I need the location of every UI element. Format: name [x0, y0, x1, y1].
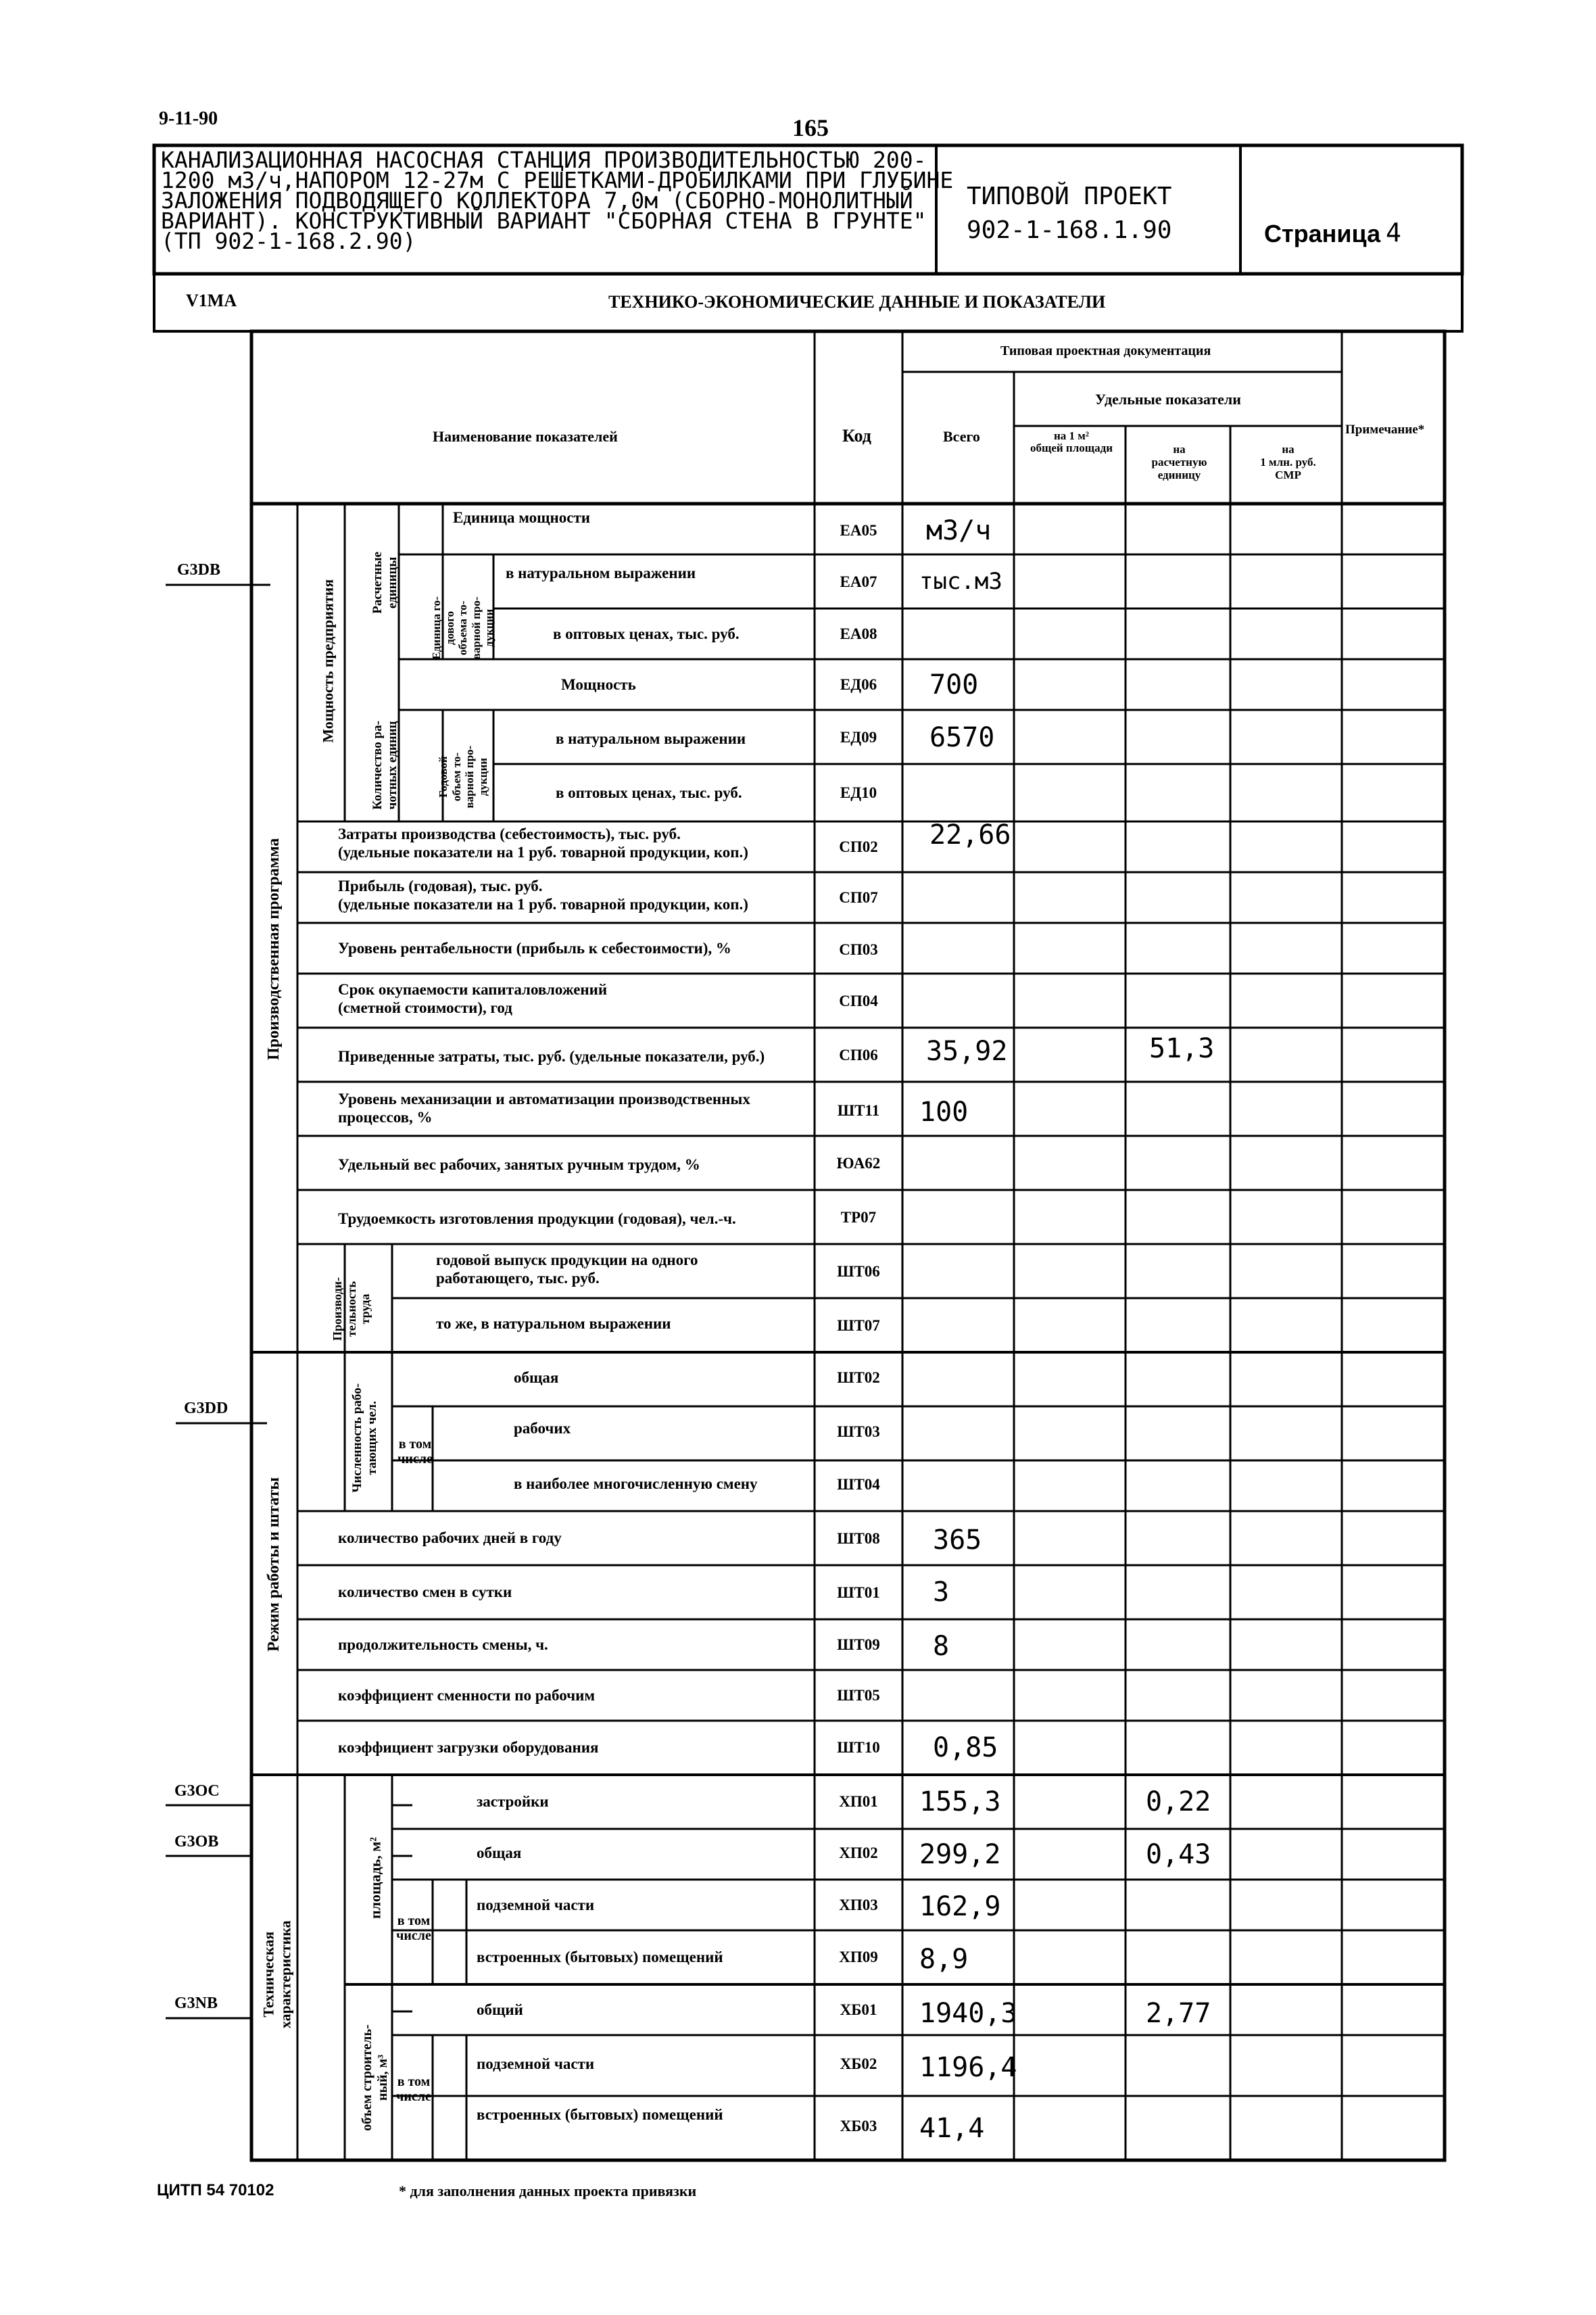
- row-label: Мощность: [561, 676, 636, 693]
- row-label: Приведенные затраты, тыс. руб. (удельные показатели, руб.): [338, 1048, 765, 1065]
- row-label: в оптовых ценах, тыс. руб.: [553, 625, 740, 642]
- row-label: Удельный вес рабочих, занятых ручным трудом, %: [338, 1156, 700, 1173]
- footer-stamp: ЦИТП 54 70102: [157, 2181, 274, 2199]
- group-g3nb: G3NB: [174, 1995, 218, 2012]
- head-per-unit-line: единицу: [1157, 469, 1201, 481]
- row-code: ШТ07: [837, 1317, 880, 1334]
- row-label: встроенных (бытовых) помещений: [477, 2106, 723, 2123]
- vlabel-enterprise-capacity: Мощность предприятия: [319, 579, 337, 743]
- head-per-m2-line: на 1 м²: [1054, 429, 1089, 442]
- row-code: ЕД09: [840, 729, 877, 746]
- row-label: рабочих: [514, 1420, 571, 1437]
- page-label: Страница: [1264, 220, 1381, 247]
- row-label: количество рабочих дней в году: [338, 1529, 562, 1546]
- row-code: ХП02: [839, 1844, 878, 1861]
- row-code: ХП03: [839, 1896, 878, 1913]
- row-label: общая: [514, 1369, 559, 1386]
- head-per-unit-line: расчетную: [1151, 456, 1207, 469]
- value-total: 365: [933, 1525, 982, 1556]
- row-code: СП04: [839, 993, 878, 1009]
- vlabel-volume: объем строитель- ный, м³: [360, 2024, 390, 2131]
- head-per-unit: [1130, 443, 1228, 481]
- value-per-m2: 0,43: [1146, 1839, 1211, 1870]
- head-per-mln: [1236, 443, 1340, 481]
- row-label: Трудоемкость изготовления продукции (годовая), чел.-ч.: [338, 1210, 736, 1227]
- row-code: СП07: [839, 889, 878, 906]
- row-code: ШТ08: [837, 1530, 880, 1547]
- value-total: 700: [929, 669, 979, 700]
- row-code: ХБ03: [840, 2118, 877, 2134]
- row-code: ШТ02: [837, 1369, 880, 1386]
- row-code: ШТ05: [837, 1687, 880, 1704]
- value-total: 8: [933, 1631, 950, 1662]
- row-label: Прибыль (годовая), тыс. руб.: [338, 878, 543, 894]
- vlabel-calc-units: Расчетные единицы: [370, 551, 400, 614]
- value-total: 162,9: [919, 1891, 1001, 1922]
- row-code: ЕА07: [840, 573, 877, 590]
- head-per-m2-line: общей площади: [1030, 441, 1113, 454]
- in-that-number-1: в том числе: [397, 1437, 433, 1466]
- in-that-number-2: в том числе: [396, 1913, 431, 1943]
- row-label-block: [436, 1251, 698, 1287]
- row-code: ЕД10: [840, 784, 877, 801]
- value-per-unit: 51,3: [1149, 1033, 1215, 1064]
- row-label-block: [338, 877, 748, 913]
- title-line: (ТП 902-1-168.2.90): [161, 228, 416, 254]
- vlabel-work-regime: Режим работы и штаты: [265, 1477, 283, 1652]
- head-note: Примечание*: [1345, 423, 1425, 437]
- value-total: 41,4: [919, 2113, 985, 2144]
- row-code: ШТ01: [837, 1584, 880, 1601]
- vlabel-annual-volume: Годовой объем то- варной про- дукции: [436, 745, 489, 809]
- value-total: тыс.м3: [919, 568, 1002, 595]
- head-total: Всего: [943, 428, 980, 445]
- row-label: количество смен в сутки: [338, 1583, 512, 1600]
- row-code: СП06: [839, 1047, 878, 1064]
- row-code: ЕА05: [840, 522, 877, 539]
- group-g3oc: G3OC: [174, 1782, 220, 1800]
- row-label: (удельные показатели на 1 руб. товарной продукции, коп.): [338, 844, 748, 861]
- row-label: Единица мощности: [453, 509, 591, 526]
- row-label: коэффициент сменности по рабочим: [338, 1687, 596, 1704]
- head-per-mln-line: 1 млн. руб.: [1260, 456, 1316, 469]
- project-label: ТИПОВОЙ ПРОЕКТ: [967, 183, 1172, 210]
- vlabel-work-units-count: Количество ра- чотных единиц: [370, 721, 400, 810]
- row-label: продолжительность смены, ч.: [338, 1636, 548, 1653]
- row-label: процессов, %: [338, 1109, 433, 1126]
- vlabel-headcount: Численность рабо- тающих чел.: [350, 1383, 379, 1493]
- section-title: ТЕХНИКО-ЭКОНОМИЧЕСКИЕ ДАННЫЕ И ПОКАЗАТЕЛИ: [608, 292, 1106, 312]
- vlabel-production-program: Производственная программа: [265, 838, 283, 1060]
- row-code: ЕД06: [840, 676, 877, 693]
- value-per-m2: 0,22: [1146, 1786, 1211, 1817]
- row-label: общий: [477, 2001, 523, 2018]
- head-doc: Типовая проектная документация: [1000, 343, 1211, 358]
- row-label: подземной части: [477, 2055, 595, 2072]
- row-code: ХБ01: [840, 2001, 877, 2018]
- vlabel-annual-unit: Единица го- дового объема то- варной про- дукции: [430, 596, 496, 660]
- value-total: 1196,4: [919, 2052, 1017, 2083]
- title-line: 1200 м3/ч,НАПОРОМ 12-27м С РЕШЕТКАМИ-ДРОБИЛКАМИ ПРИ ГЛУБИНЕ: [161, 167, 954, 193]
- page-number: 165: [792, 114, 829, 141]
- value-total: 22,66: [929, 819, 1011, 851]
- value-total: 3: [933, 1577, 950, 1608]
- group-g3dd: G3DD: [184, 1400, 228, 1417]
- group-g3db: G3DB: [177, 561, 221, 579]
- doc-date: 9-11-90: [159, 108, 218, 129]
- row-label: встроенных (бытовых) помещений: [477, 1949, 723, 1965]
- row-code: ЮА62: [836, 1155, 881, 1172]
- row-label-block: [338, 1090, 750, 1126]
- row-label: (сметной стоимости), год: [338, 999, 512, 1016]
- row-label: застройки: [477, 1793, 549, 1810]
- row-label: в натуральном выражении: [556, 730, 746, 747]
- row-label: коэффициент загрузки оборудования: [338, 1739, 599, 1756]
- footer-note: * для заполнения данных проекта привязки: [399, 2182, 697, 2199]
- row-code: ШТ06: [837, 1263, 880, 1280]
- section-code: V1MA: [186, 291, 237, 310]
- row-code: СП03: [839, 941, 878, 958]
- value-total: 6570: [929, 722, 995, 753]
- head-code: Код: [842, 426, 871, 446]
- title-line: ЗАЛОЖЕНИЯ ПОДВОДЯЩЕГО КОЛЛЕКТОРА 7,0м (СБОРНО-МОНОЛИТНЫЙ: [161, 187, 913, 214]
- value-total: м3/ч: [926, 515, 992, 546]
- row-label: в оптовых ценах, тыс. руб.: [556, 784, 742, 801]
- row-code: ШТ04: [837, 1476, 880, 1493]
- value-total: 155,3: [919, 1786, 1001, 1817]
- value-total: 35,92: [926, 1036, 1008, 1067]
- title-line: ВАРИАНТ). КОНСТРУКТИВНЫЙ ВАРИАНТ "СБОРНАЯ СТЕНА В ГРУНТЕ": [161, 208, 927, 234]
- title-line: КАНАЛИЗАЦИОННАЯ НАСОСНАЯ СТАНЦИЯ ПРОИЗВОДИТЕЛЬНОСТЬЮ 200-: [161, 147, 927, 173]
- row-label: Срок окупаемости капиталовложений: [338, 981, 608, 998]
- head-per-mln-line: на: [1282, 443, 1295, 456]
- vlabel-tech-char: Техническая характеристика: [260, 1920, 294, 2029]
- value-total: 100: [919, 1097, 969, 1128]
- project-code: 902-1-168.1.90: [967, 216, 1172, 244]
- in-that-number-3: в том числе: [396, 2074, 431, 2104]
- value-total: 299,2: [919, 1839, 1001, 1870]
- head-name: Наименование показателей: [433, 428, 618, 445]
- row-code: ШТ09: [837, 1636, 880, 1653]
- page-value: 4: [1386, 218, 1401, 247]
- value-total: 0,85: [933, 1732, 998, 1763]
- row-label: работающего, тыс. руб.: [436, 1270, 600, 1287]
- row-code: ШТ10: [837, 1739, 880, 1756]
- head-per-m2: [1021, 430, 1122, 454]
- row-label: Уровень рентабельности (прибыль к себестоимости), %: [338, 940, 731, 957]
- row-label: годовой выпуск продукции на одного: [436, 1251, 698, 1268]
- row-label: Уровень механизации и автоматизации производственных: [338, 1091, 750, 1107]
- row-code: ХП01: [839, 1793, 878, 1810]
- group-g3ob: G3OB: [174, 1833, 219, 1851]
- row-label: в натуральном выражении: [506, 565, 696, 581]
- row-label-block: [338, 825, 748, 861]
- row-code: ШТ11: [837, 1102, 880, 1119]
- vlabel-labor-productivity: Производи- тельность труда: [330, 1276, 372, 1341]
- row-code: ХП09: [839, 1949, 878, 1965]
- value-per-m2: 2,77: [1146, 1998, 1211, 2029]
- value-total: 1940,3: [919, 1998, 1017, 2029]
- row-label: (удельные показатели на 1 руб. товарной продукции, коп.): [338, 896, 748, 913]
- row-label: Затраты производства (себестоимость), тыс. руб.: [338, 826, 681, 842]
- row-label-block: [338, 980, 607, 1017]
- head-per-unit-line: на: [1173, 443, 1186, 456]
- row-code: ХБ02: [840, 2055, 877, 2072]
- head-per-mln-line: СМР: [1275, 469, 1301, 481]
- head-specific: Удельные показатели: [1095, 391, 1241, 408]
- value-total: 8,9: [919, 1944, 969, 1975]
- row-code: ШТ03: [837, 1423, 880, 1440]
- row-code: СП02: [839, 838, 878, 855]
- row-label: в наиболее многочисленную смену: [514, 1475, 758, 1492]
- row-label: подземной части: [477, 1896, 595, 1913]
- row-code: ЕА08: [840, 625, 877, 642]
- row-label: общая: [477, 1844, 522, 1861]
- row-label: то же, в натуральном выражении: [436, 1315, 671, 1332]
- vlabel-area: площадь, м²: [366, 1837, 384, 1919]
- row-code: ТР07: [840, 1209, 877, 1226]
